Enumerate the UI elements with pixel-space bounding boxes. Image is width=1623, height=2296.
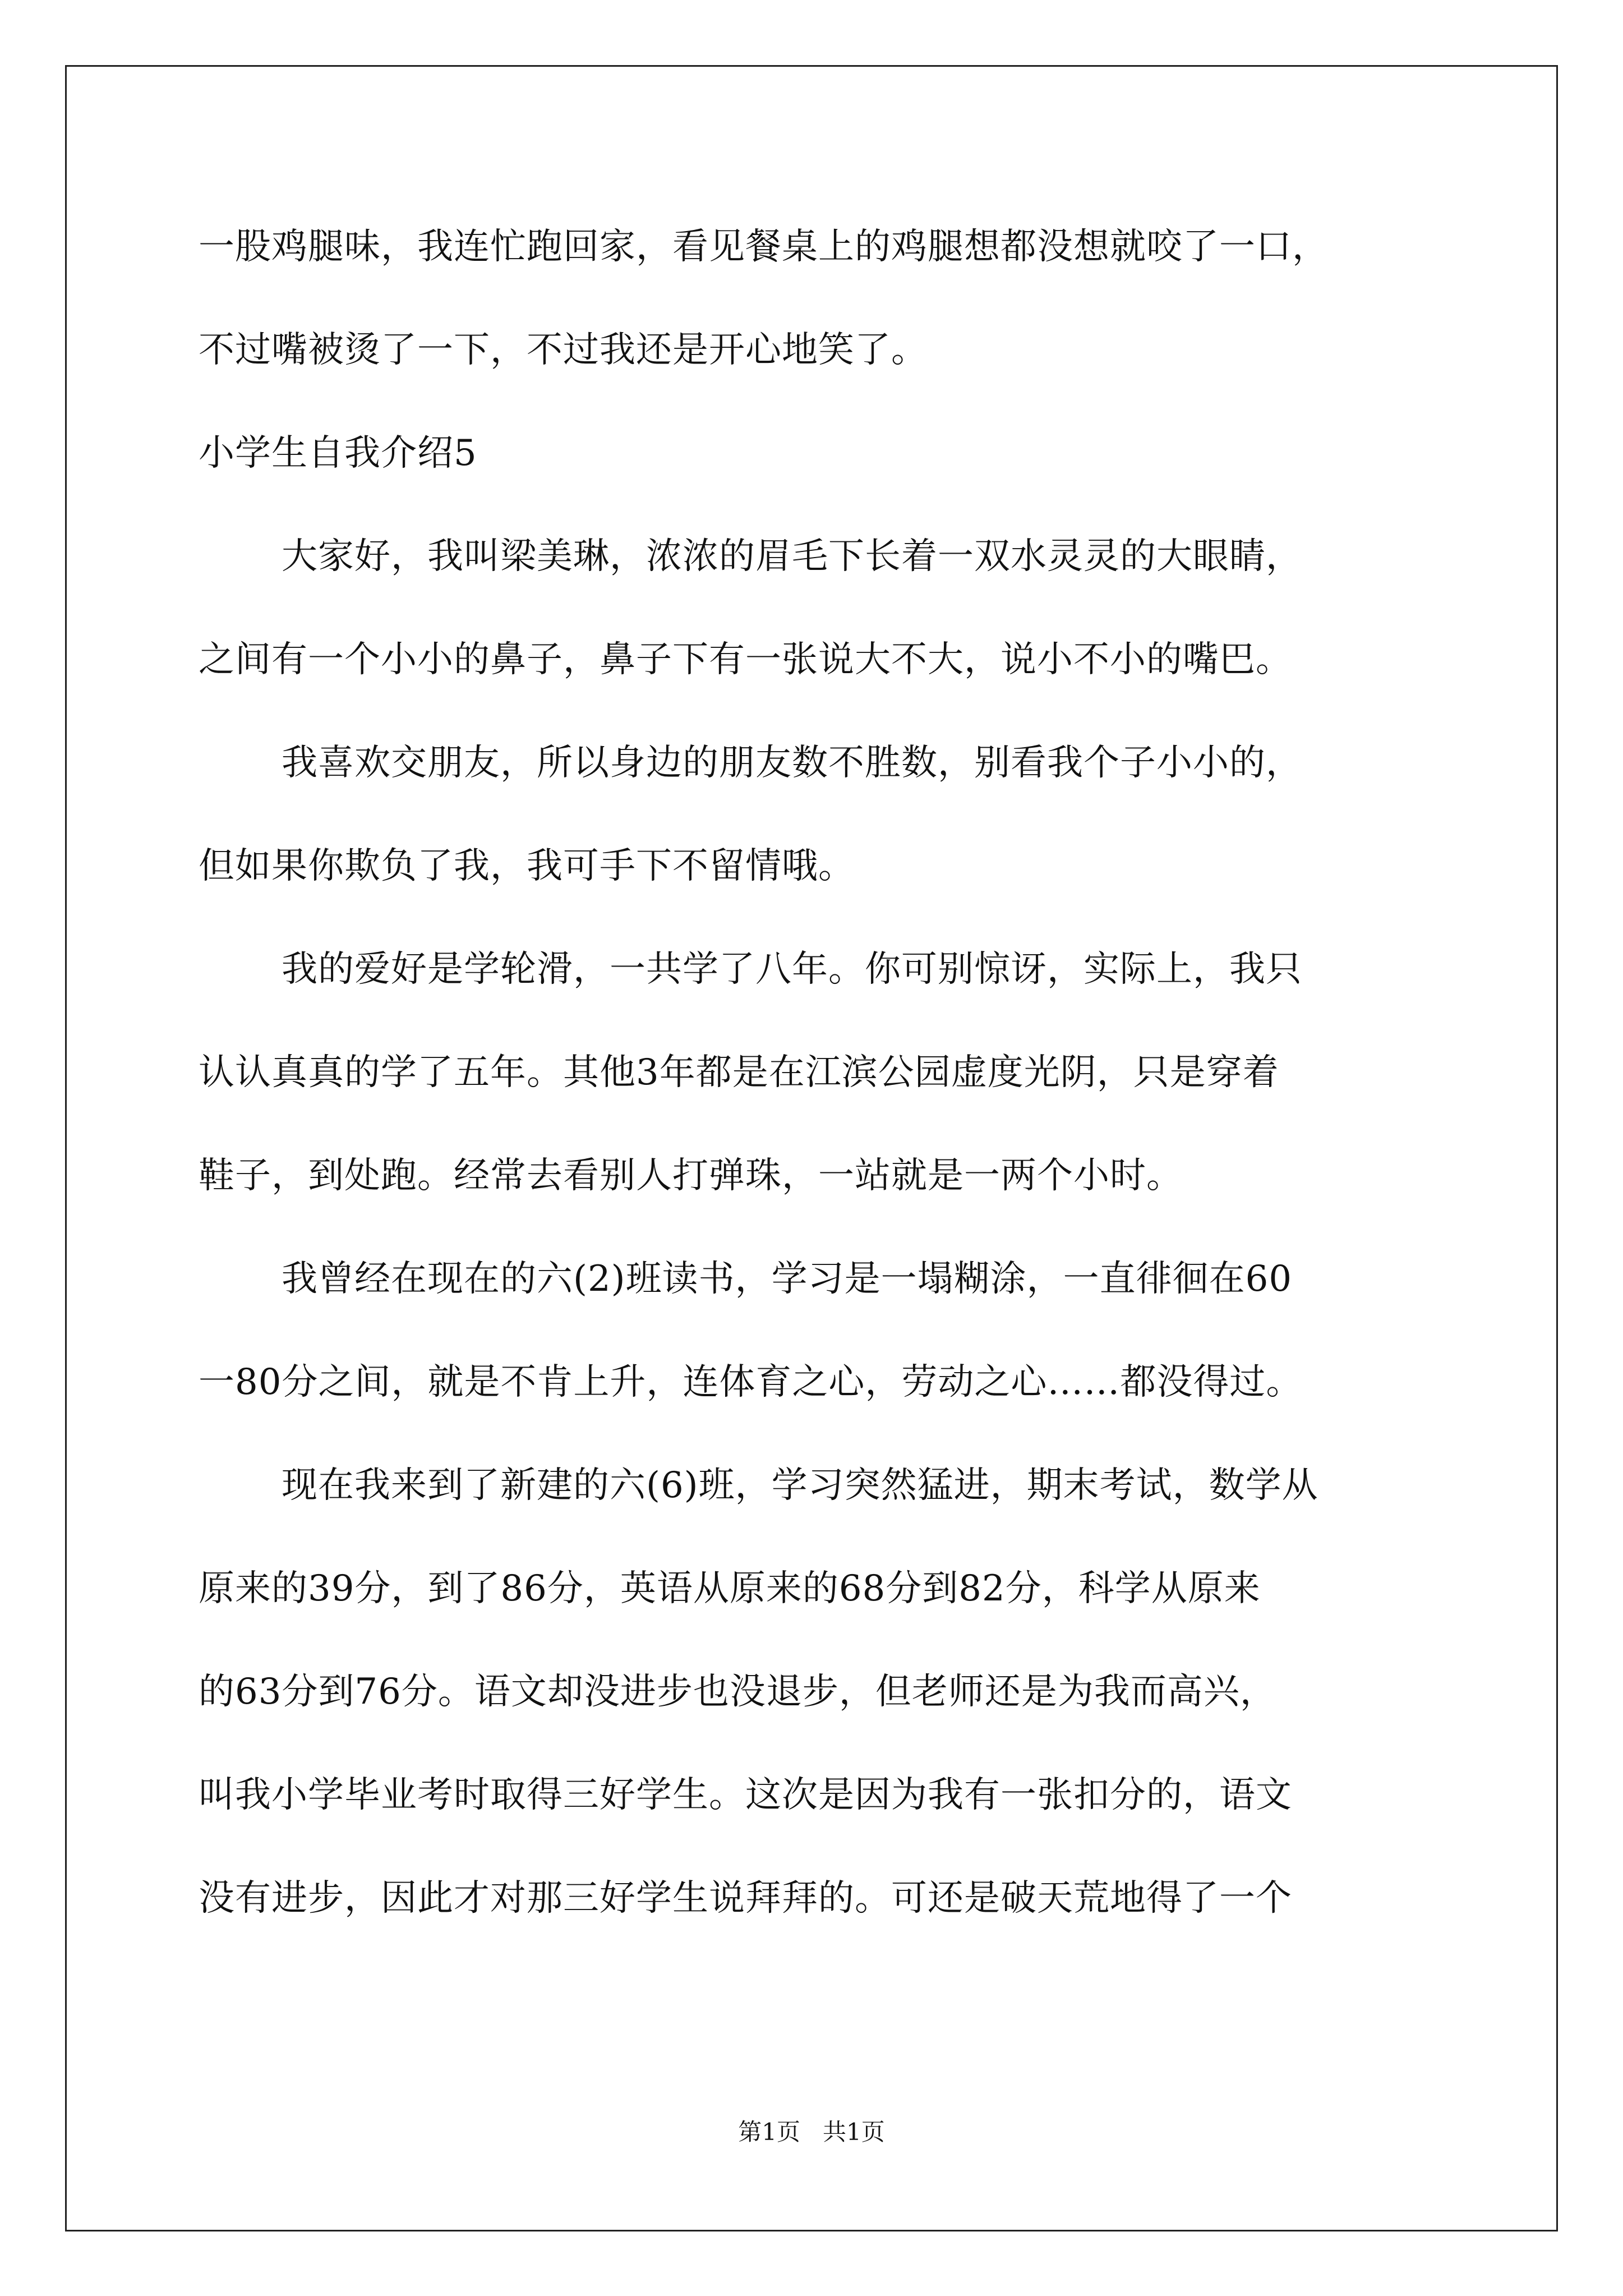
body-text-line: 认认真真的学了五年。其他3年都是在江滨公园虚度光阴，只是穿着 bbox=[199, 1052, 1279, 1093]
body-text-line: 叫我小学毕业考时取得三好学生。这次是因为我有一张扣分的，语文 bbox=[199, 1774, 1292, 1816]
body-text-line: 但如果你欺负了我，我可手下不留情哦。 bbox=[199, 845, 855, 887]
body-text-line: 鞋子，到处跑。经常去看别人打弹珠，一站就是一两个小时。 bbox=[199, 1155, 1183, 1197]
body-text-line: 我的爱好是学轮滑，一共学了八年。你可别惊讶，实际上，我只 bbox=[282, 949, 1302, 990]
body-text-line: 之间有一个小小的鼻子，鼻子下有一张说大不大，说小不小的嘴巴。 bbox=[199, 639, 1292, 680]
body-text-line: 现在我来到了新建的六(6)班，学习突然猛进，期末考试，数学从 bbox=[282, 1465, 1318, 1506]
body-text-line: 大家好，我叫梁美琳，浓浓的眉毛下长着一双水灵灵的大眼睛， bbox=[282, 536, 1302, 577]
body-text-line: 一股鸡腿味，我连忙跑回家，看见餐桌上的鸡腿想都没想就咬了一口， bbox=[199, 226, 1329, 268]
section-heading: 小学生自我介绍5 bbox=[199, 432, 477, 474]
body-text-line: 的63分到76分。语文却没进步也没退步，但老师还是为我而高兴， bbox=[199, 1671, 1276, 1713]
page-footer: 第1页 共1页 bbox=[738, 2118, 885, 2146]
body-text-line: 一80分之间，就是不肯上升，连体育之心，劳动之心……都没得过。 bbox=[199, 1361, 1303, 1403]
body-text-line: 不过嘴被烫了一下，不过我还是开心地笑了。 bbox=[199, 329, 928, 371]
body-text-line: 没有进步，因此才对那三好学生说拜拜的。可还是破天荒地得了一个 bbox=[199, 1878, 1292, 1919]
body-text-line: 原来的39分，到了86分，英语从原来的68分到82分，科学从原来 bbox=[199, 1568, 1261, 1609]
body-text-line: 我曾经在现在的六(2)班读书，学习是一塌糊涂，一直徘徊在60 bbox=[282, 1258, 1293, 1300]
body-text-line: 我喜欢交朋友，所以身边的朋友数不胜数，别看我个子小小的， bbox=[282, 742, 1302, 784]
